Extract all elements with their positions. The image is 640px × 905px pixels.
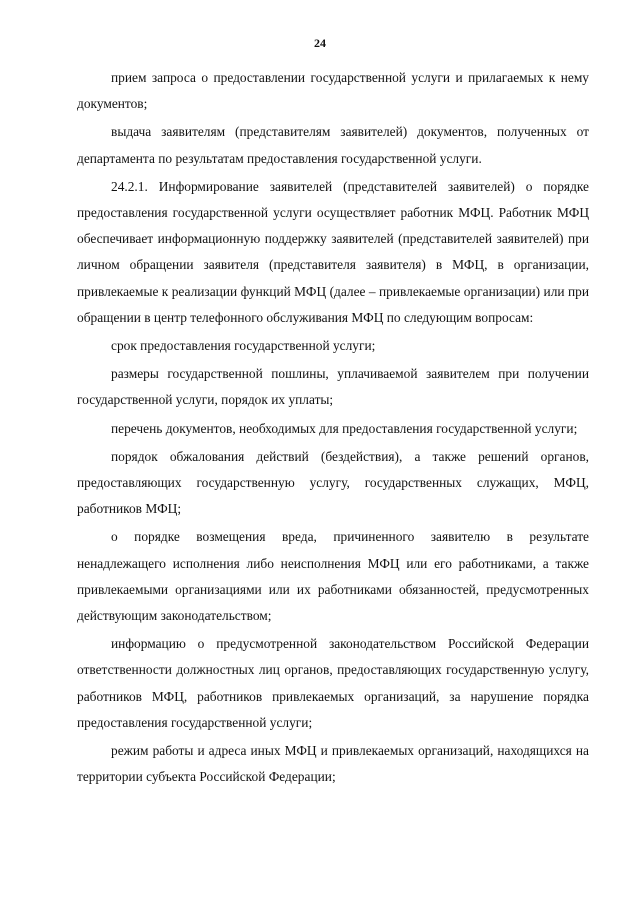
paragraph: перечень документов, необходимых для предоставления государственной услуги; <box>111 420 578 436</box>
paragraph: 24.2.1. Информирование заявителей (представителей заявителей) о порядке предоставления государственной услуги осуществляет работник МФЦ. Работник МФЦ обеспечивает информационную поддержку заявителей (представителей заявителей) при личном обращении заявителя (представителя заявителя) в МФЦ, в организации, привлекаемые к реализации функций МФЦ (далее – привлекаемые организации) или при обращении в центр телефонного обслуживания МФЦ по следующим вопросам: <box>77 178 589 325</box>
page-number: 24 <box>314 36 326 50</box>
paragraph: о порядке возмещения вреда, причиненного заявителю в результате ненадлежащего исполнения либо неисполнения МФЦ или его работниками, а также привлекаемыми организациями или их работниками обязанностей, предусмотренных действующим законодательством; <box>77 529 589 624</box>
paragraph: срок предоставления государственной услуги; <box>111 338 376 354</box>
paragraph: выдача заявителям (представителям заявителей) документов, полученных от департамента по результатам предоставления государственной услуги. <box>77 124 589 166</box>
paragraph: порядок обжалования действий (бездействия), а также решений органов, предоставляющих государственную услугу, государственных служащих, МФЦ, работников МФЦ; <box>77 448 589 517</box>
paragraph: информацию о предусмотренной законодательством Российской Федерации ответственности должностных лиц органов, предоставляющих государственную услугу, работников МФЦ, работников привлекаемых организаций, за нарушение порядка предоставления государственной услуги; <box>77 636 589 730</box>
document-body <box>77 65 589 792</box>
paragraph: прием запроса о предоставлении государственной услуги и прилагаемых к нему документов; <box>77 70 589 112</box>
paragraph: режим работы и адреса иных МФЦ и привлекаемых организаций, находящихся на территории субъекта Российской Федерации; <box>77 743 589 785</box>
paragraph: размеры государственной пошлины, уплачиваемой заявителем при получении государственной услуги, порядок их уплаты; <box>77 366 589 408</box>
